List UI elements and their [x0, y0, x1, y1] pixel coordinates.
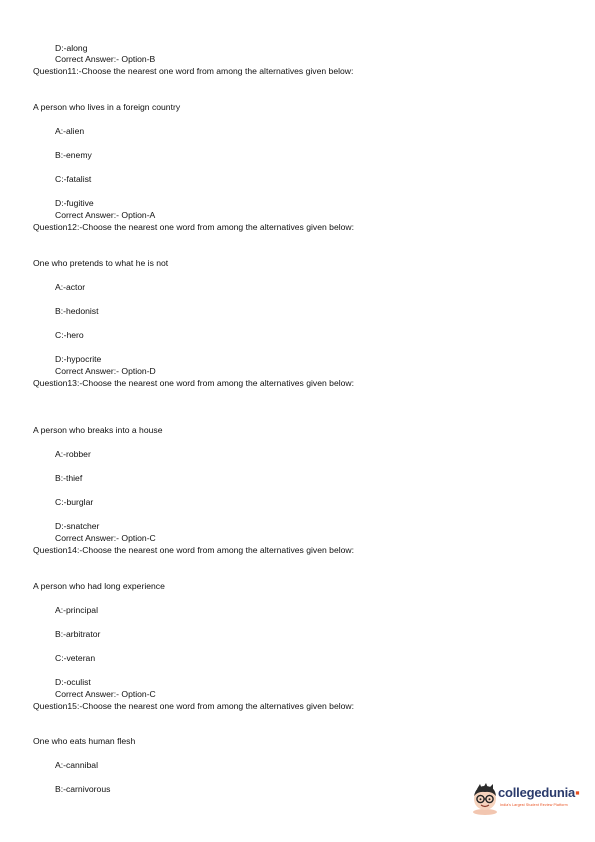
collegedunia-logo: [470, 781, 585, 821]
option-b: B:-arbitrator: [55, 629, 101, 639]
option-c: C:-fatalist: [55, 174, 92, 184]
option-d: D:-fugitive: [55, 198, 94, 208]
question-stem: A person who lives in a foreign country: [33, 102, 181, 112]
logo-wordmark: collegedunia▪: [498, 785, 580, 800]
option-c: C:-burglar: [55, 497, 94, 507]
correct-answer: Correct Answer:- Option-B: [55, 54, 156, 64]
option-c: C:-veteran: [55, 653, 96, 663]
question-stem: A person who had long experience: [33, 581, 165, 591]
correct-answer: Correct Answer:- Option-C: [55, 533, 156, 543]
student-mascot-icon: [470, 783, 500, 815]
option-a: A:-cannibal: [55, 760, 98, 770]
question-heading: Question12:-Choose the nearest one word from among the alternatives given below:: [33, 222, 355, 232]
option-a: A:-alien: [55, 126, 85, 136]
option-d: D:-snatcher: [55, 521, 100, 531]
option-b: B:-hedonist: [55, 306, 99, 316]
option-b: B:-thief: [55, 473, 83, 483]
correct-answer: Correct Answer:- Option-C: [55, 689, 156, 699]
question-stem: One who pretends to what he is not: [33, 258, 169, 268]
option-d: D:-hypocrite: [55, 354, 102, 364]
question-heading: Question13:-Choose the nearest one word from among the alternatives given below:: [33, 378, 355, 388]
option-b: B:-enemy: [55, 150, 92, 160]
option-a: A:-actor: [55, 282, 86, 292]
option-c: C:-hero: [55, 330, 84, 340]
question-stem: A person who breaks into a house: [33, 425, 163, 435]
option-a: A:-robber: [55, 449, 91, 459]
option-d: D:-along: [55, 43, 88, 53]
question-heading: Question15:-Choose the nearest one word from among the alternatives given below:: [33, 701, 355, 711]
option-b: B:-carnivorous: [55, 784, 111, 794]
correct-answer: Correct Answer:- Option-A: [55, 210, 156, 220]
option-d: D:-oculist: [55, 677, 91, 687]
question-heading: Question14:-Choose the nearest one word from among the alternatives given below:: [33, 545, 355, 555]
logo-tagline: India's Largest Student Review Platform: [500, 803, 568, 807]
question-stem: One who eats human flesh: [33, 736, 136, 746]
option-a: A:-principal: [55, 605, 98, 615]
correct-answer: Correct Answer:- Option-D: [55, 366, 156, 376]
question-heading: Question11:-Choose the nearest one word from among the alternatives given below:: [33, 66, 354, 76]
